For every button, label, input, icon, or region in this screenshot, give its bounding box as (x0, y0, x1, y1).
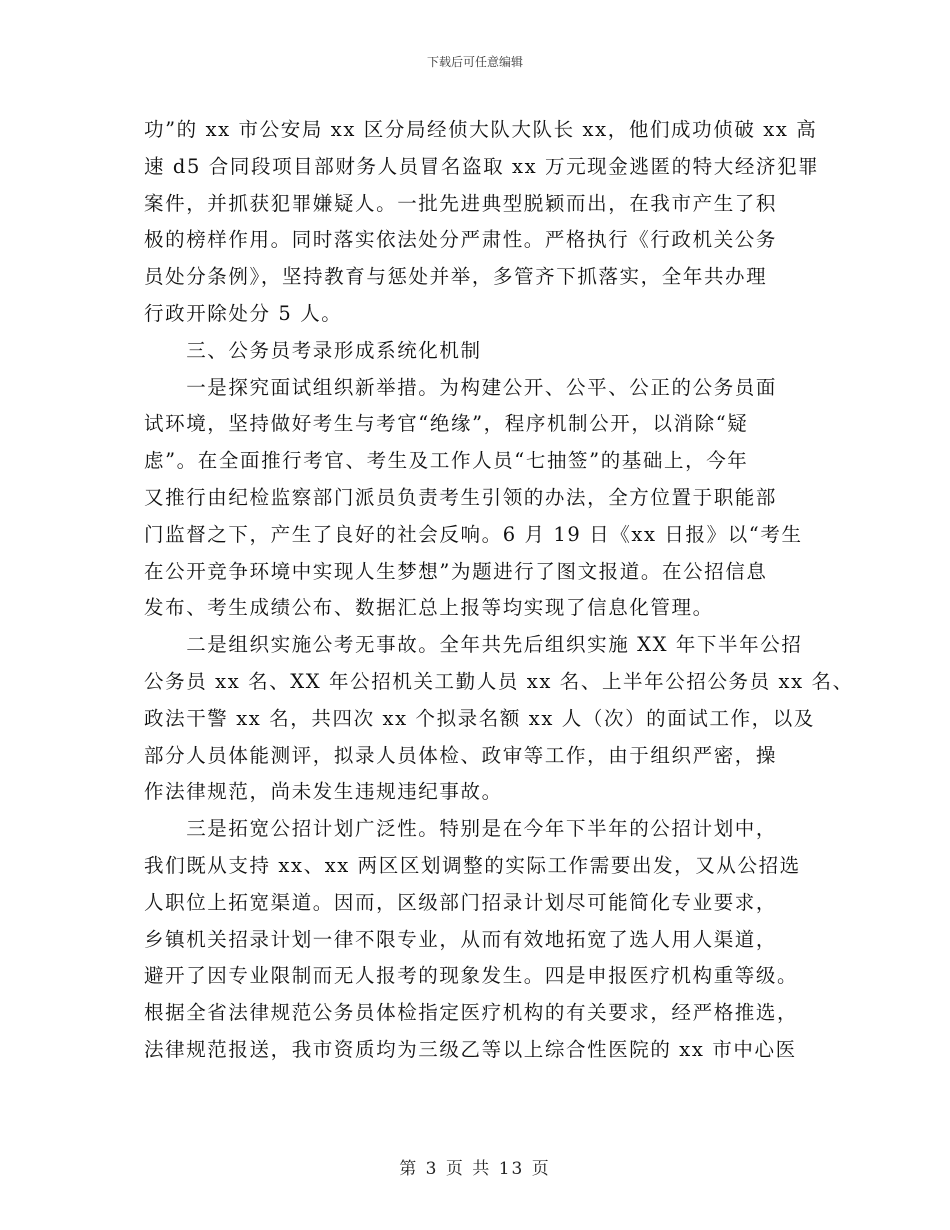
text-line: 门监督之下，产生了良好的社会反响。6 月 19 日《xx 日报》以“考生 (144, 522, 803, 546)
text-line: 政法干警 xx 名，共四次 xx 个拟录名额 xx 人（次）的面试工作，以及 (144, 706, 815, 730)
text-line: 在公开竞争环境中实现人生梦想”为题进行了图文报道。在公招信息 (144, 559, 768, 583)
page-number-footer: 第 3 页 共 13 页 (399, 1159, 551, 1179)
text-line: 三是拓宽公招计划广泛性。特别是在今年下半年的公招计划中， (144, 817, 778, 841)
text-line: 虑”。在全面推行考官、考生及工作人员“七抽签”的基础上，今年 (144, 449, 749, 473)
text-line: 功”的 xx 市公安局 xx 区分局经侦大队大队长 xx，他们成功侦破 xx 高 (144, 118, 818, 141)
text-line: 行政开除处分 5 人。 (144, 301, 343, 325)
text-line: 极的榜样作用。同时落实依法处分严肃性。严格执行《行政机关公务 (144, 228, 778, 252)
section-heading: 三、公务员考录形成系统化机制 (144, 338, 482, 362)
text-line: 作法律规范，尚未发生违规违纪事故。 (144, 780, 503, 804)
text-line: 二是组织实施公考无事故。全年共先后组织实施 XX 年下半年公招 (144, 633, 803, 657)
text-line: 公务员 xx 名、XX 年公招机关工勤人员 xx 名、上半年公招公务员 xx 名、 (144, 669, 854, 693)
text-line: 根据全省法律规范公务员体检指定医疗机构的有关要求，经严格推选， (144, 1001, 799, 1025)
text-line: 我们既从支持 xx、xx 两区区划调整的实际工作需要出发，又从公招选 (144, 853, 801, 877)
text-line: 避开了因专业限制而无人报考的现象发生。四是申报医疗机构重等级。 (144, 964, 799, 988)
body-text (144, 112, 854, 1069)
text-line: 案件，并抓获犯罪嫌疑人。一批先进典型脱颖而出，在我市产生了积 (144, 191, 778, 215)
text-line: 发布、考生成绩公布、数据汇总上报等均实现了信息化管理。 (144, 596, 714, 620)
text-line: 员处分条例》，坚持教育与惩处并举，多管齐下抓落实，全年共办理 (144, 265, 768, 289)
text-line: 乡镇机关招录计划一律不限专业，从而有效地拓宽了选人用人渠道， (144, 927, 778, 951)
text-line: 试环境，坚持做好考生与考官“绝缘”，程序机制公开，以消除“疑 (144, 412, 749, 436)
text-line: 又推行由纪检监察部门派员负责考生引领的办法，全方位置于职能部 (144, 485, 778, 509)
text-line: 部分人员体能测评，拟录人员体检、政审等工作，由于组织严密，操 (144, 743, 778, 767)
text-line: 速 d5 合同段项目部财务人员冒名盗取 xx 万元现金逃匿的特大经济犯罪 (144, 154, 820, 178)
text-line: 人职位上拓宽渠道。因而，区级部门招录计划尽可能简化专业要求， (144, 890, 778, 914)
page-header: 下载后可任意编辑 (426, 55, 523, 69)
text-line: 一是探究面试组织新举措。为构建公开、公平、公正的公务员面 (144, 375, 778, 399)
text-line: 法律规范报送，我市资质均为三级乙等以上综合性医院的 xx 市中心医 (144, 1037, 797, 1061)
